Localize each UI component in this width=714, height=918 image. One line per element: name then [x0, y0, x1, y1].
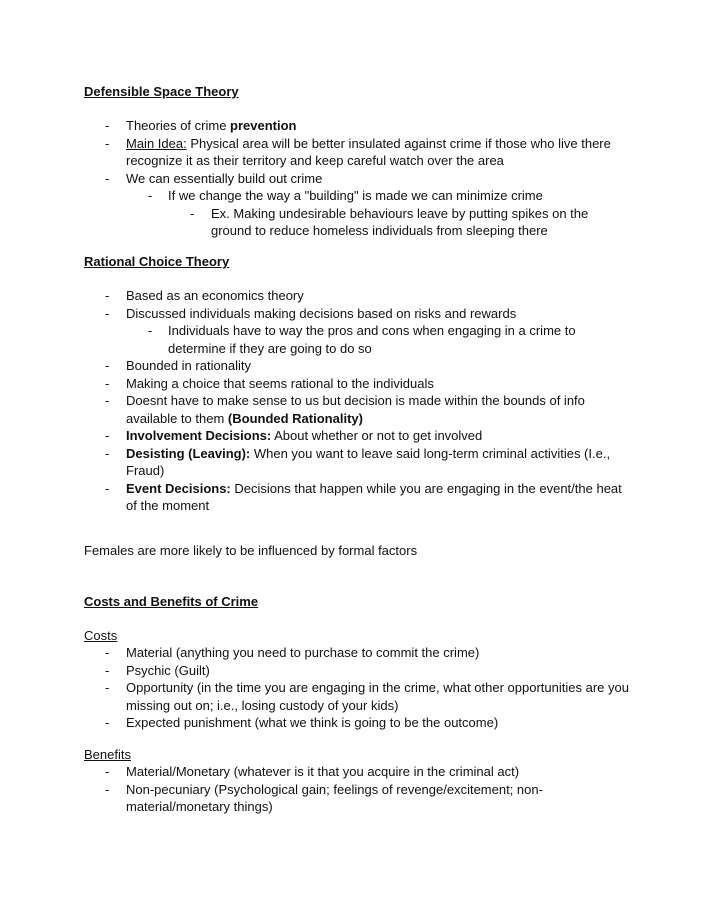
list-item: - Theories of crime prevention	[105, 118, 297, 133]
defensible-list	[0, 117, 714, 240]
bullet-dash: -	[105, 662, 110, 678]
list-item: - We can essentially build out crime	[105, 170, 323, 186]
list-item: - Based as an economics theory	[105, 288, 304, 303]
bullet-dash: -	[105, 135, 110, 151]
bullet-dash: -	[105, 764, 110, 779]
list-item: - Doesnt have to make sense to us but decision is made within the bounds of info available to them (Bounded Rationality)	[105, 393, 585, 426]
bullet-dash: -	[105, 358, 110, 373]
bullet-dash: -	[190, 205, 195, 221]
list-item: - Bounded in rationality	[105, 358, 252, 373]
rational-list	[0, 287, 714, 515]
section-heading-defensible-space: Defensible Space Theory	[84, 84, 239, 99]
bullet-dash: -	[105, 445, 110, 461]
list-item: - Material (anything you need to purchase to commit the crime)	[105, 645, 480, 660]
costs-list	[0, 644, 714, 732]
bullet-dash: -	[105, 645, 110, 660]
bullet-dash: -	[105, 118, 110, 133]
list-item: - If we change the way a "building" is made we can minimize crime	[148, 188, 543, 203]
list-item: - Opportunity (in the time you are engaging in the crime, what other opportunities are you missing out on; i.e., losing custody of your kids)	[105, 680, 629, 713]
list-item: - Individuals have to way the pros and cons when engaging in a crime to determine if they are going to do so	[148, 323, 576, 356]
costs-subheading: Costs	[84, 628, 118, 643]
list-item: - Event Decisions: Decisions that happen while you are engaging in the event/the heat of the moment	[105, 480, 622, 513]
list-item: - Making a choice that seems rational to the individuals	[105, 375, 434, 391]
bullet-dash: -	[148, 188, 153, 203]
bullet-dash: -	[105, 288, 110, 303]
bullet-dash: -	[105, 781, 110, 797]
list-item: - Main Idea: Physical area will be better insulated against crime if those who live there recognize it as their territory and keep careful watch over the area	[105, 135, 611, 168]
bullet-dash: -	[105, 715, 110, 730]
list-item: - Material/Monetary (whatever is it that you acquire in the criminal act)	[105, 764, 520, 779]
bullet-dash: -	[105, 480, 110, 496]
bullet-dash: -	[148, 323, 153, 338]
note-paragraph: Females are more likely to be influenced by formal factors	[84, 543, 418, 558]
bullet-dash: -	[105, 170, 110, 186]
section-heading-rational-choice: Rational Choice Theory	[84, 254, 230, 269]
bullet-dash: -	[105, 375, 110, 391]
section-heading-costs-benefits: Costs and Benefits of Crime	[84, 594, 259, 609]
list-item: - Psychic (Guilt)	[105, 662, 210, 678]
benefits-list	[0, 763, 714, 816]
bullet-dash: -	[105, 393, 110, 408]
list-item: - Discussed individuals making decisions based on risks and rewards	[105, 305, 517, 321]
benefits-subheading: Benefits	[84, 747, 131, 762]
list-item: - Non-pecuniary (Psychological gain; feelings of revenge/excitement; non-material/monetary things)	[105, 781, 543, 814]
list-item: - Ex. Making undesirable behaviours leave by putting spikes on the ground to reduce homeless individuals from sleeping there	[190, 205, 589, 238]
bullet-dash: -	[105, 305, 110, 321]
bullet-dash: -	[105, 680, 110, 695]
bullet-dash: -	[105, 428, 110, 443]
list-item: - Desisting (Leaving): When you want to leave said long-term criminal activities (I.e., Fraud)	[105, 445, 611, 478]
list-item: - Expected punishment (what we think is going to be the outcome)	[105, 715, 499, 730]
list-item: - Involvement Decisions: About whether or not to get involved	[105, 428, 483, 443]
